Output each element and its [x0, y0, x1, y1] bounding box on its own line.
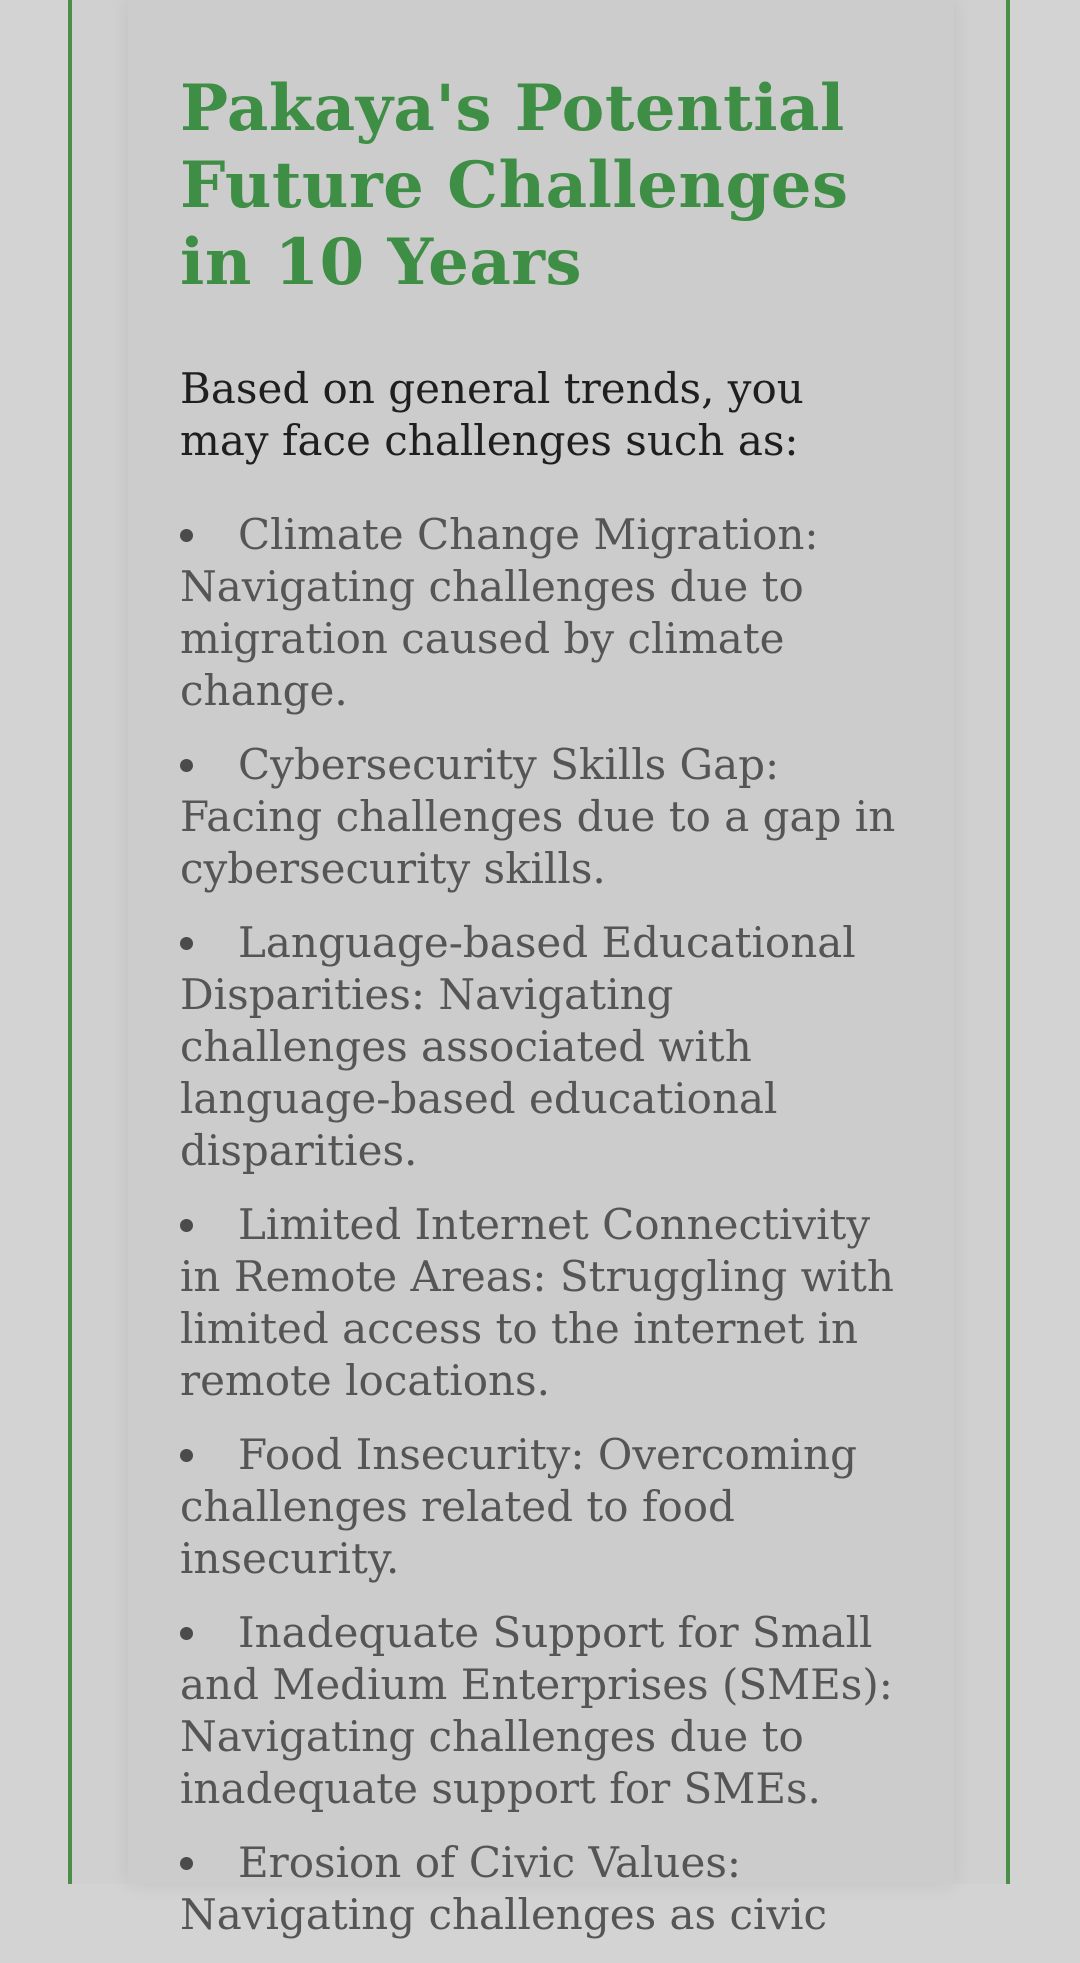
list-item	[180, 739, 900, 895]
intro-text: Based on general trends, you may face challenges such as:	[180, 364, 804, 465]
challenges-list	[180, 509, 900, 1941]
bullet-icon	[180, 1857, 193, 1870]
list-item	[180, 1837, 900, 1941]
list-item	[180, 1607, 900, 1815]
main-content	[180, 70, 900, 1963]
list-item-text: Limited Internet Connectivity in Remote Areas: Struggling with limited access to the internet in remote locations.	[180, 1200, 894, 1405]
bullet-icon	[180, 1627, 193, 1640]
bullet-icon	[180, 759, 193, 772]
list-item-text: Food Insecurity: Overcoming challenges related to food insecurity.	[180, 1430, 857, 1583]
bullet-icon	[180, 937, 193, 950]
list-item-text: Language-based Educational Disparities: Navigating challenges associated with language-based educational disparities.	[180, 918, 856, 1175]
list-item	[180, 509, 900, 717]
list-item	[180, 917, 900, 1177]
list-item-text: Inadequate Support for Small and Medium Enterprises (SMEs): Navigating challenges due to inadequate support for SMEs.	[180, 1608, 893, 1813]
list-item-text: Climate Change Migration: Navigating challenges due to migration caused by climate change.	[180, 510, 819, 715]
page-title: Pakaya's Potential Future Challenges in 10 Years	[180, 71, 849, 300]
list-item-text: Erosion of Civic Values: Navigating challenges as civic	[180, 1838, 828, 1939]
bullet-icon	[180, 529, 193, 542]
list-item	[180, 1429, 900, 1585]
list-item-text: Cybersecurity Skills Gap: Facing challenges due to a gap in cybersecurity skills.	[180, 740, 896, 893]
list-item	[180, 1199, 900, 1407]
bullet-icon	[180, 1219, 193, 1232]
bullet-icon	[180, 1449, 193, 1462]
